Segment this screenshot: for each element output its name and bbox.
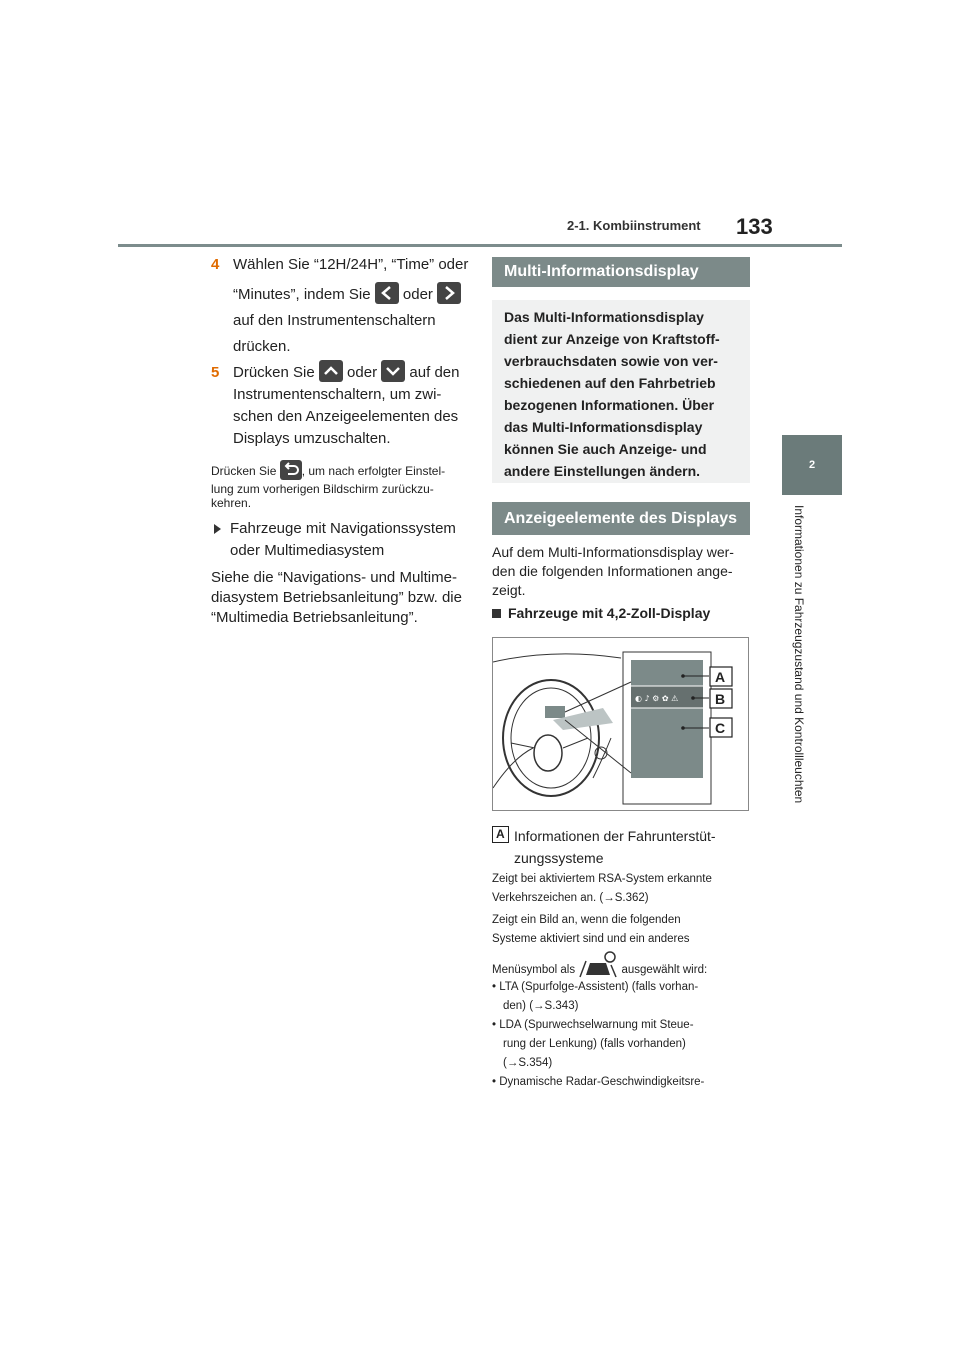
down-arrow-icon bbox=[381, 360, 405, 382]
intro-line: können Sie auch Anzeige- und bbox=[504, 441, 707, 457]
description-line: Zeigt ein Bild an, wenn die folgenden bbox=[492, 914, 681, 926]
left-arrow-icon bbox=[375, 282, 399, 304]
section-banner: Anzeigeelemente des Displays bbox=[492, 502, 750, 535]
intro-text: Auf dem Multi-Informationsdisplay wer- bbox=[492, 544, 734, 560]
step-text: drücken. bbox=[233, 338, 291, 356]
menu-text: ausgewählt wird: bbox=[621, 964, 708, 977]
back-icon bbox=[280, 460, 302, 480]
bullet-line: (→S.354) bbox=[503, 1057, 553, 1069]
description-line: Verkehrszeichen an. (→S.362) bbox=[492, 892, 649, 904]
step-text: oder bbox=[402, 286, 433, 303]
description-line: Zeigt bei aktiviertem RSA-System erkannte bbox=[492, 873, 712, 885]
intro-line: verbrauchsdaten sowie von ver- bbox=[504, 353, 718, 369]
intro-line: dient zur Anzeige von Kraftstoff- bbox=[504, 331, 720, 347]
step-text: Drücken Sie bbox=[233, 364, 315, 381]
navigation-item bbox=[214, 518, 474, 562]
instrument-cluster-figure bbox=[492, 637, 749, 811]
system-bullets bbox=[492, 978, 752, 1092]
item-text: Informationen der Fahrunterstüt- bbox=[514, 828, 716, 844]
chapter-tab bbox=[782, 435, 842, 495]
intro-line: schiedenen auf den Fahrbetrieb bbox=[504, 375, 716, 391]
page-number: 133 bbox=[736, 214, 773, 239]
description-line: Systeme aktiviert sind und ein anderes bbox=[492, 933, 690, 945]
note-text: kehren. bbox=[211, 496, 252, 510]
bullet-line: • LDA (Spurwechselwarnung mit Steue- bbox=[492, 1019, 694, 1031]
intro-line: andere Einstellungen ändern. bbox=[504, 463, 701, 479]
step-5 bbox=[211, 362, 481, 450]
paragraph-line: “Multimedia Betriebsanleitung”. bbox=[211, 609, 418, 626]
callout-c: C bbox=[715, 720, 726, 736]
square-bullet-icon bbox=[492, 609, 501, 618]
back-note bbox=[211, 462, 471, 510]
right-arrow-icon bbox=[437, 282, 461, 304]
intro-line: Das Multi-Informationsdisplay bbox=[504, 309, 704, 325]
note-text: lung zum vorherigen Bildschirm zurückzu- bbox=[211, 482, 434, 496]
intro-box bbox=[492, 300, 750, 483]
item-a bbox=[492, 825, 752, 869]
header-rule bbox=[118, 244, 842, 247]
bullet-line: den) (→S.343) bbox=[503, 1000, 579, 1012]
paragraph-line: Siehe die “Navigations- und Multime- bbox=[211, 569, 457, 586]
section-banner: Multi-Informationsdisplay bbox=[492, 257, 750, 287]
reference-paragraph bbox=[211, 568, 471, 628]
nav-text: oder Multimediasystem bbox=[230, 542, 385, 559]
up-arrow-icon bbox=[319, 360, 343, 382]
cluster-illustration bbox=[493, 638, 748, 810]
step-4 bbox=[211, 254, 481, 358]
note-text: , um nach erfolgter Einstel- bbox=[301, 464, 446, 479]
step-text: auf den bbox=[409, 364, 460, 381]
intro-line: bezogenen Informationen. Über bbox=[504, 397, 715, 413]
step-text: Wählen Sie “12H/24H”, “Time” oder bbox=[233, 256, 469, 273]
callout-b: B bbox=[715, 691, 726, 707]
intro-text: zeigt. bbox=[492, 582, 526, 598]
subheading bbox=[492, 605, 710, 621]
callout-a: A bbox=[715, 669, 726, 685]
paragraph-line: diasystem Betriebsanleitung” bzw. die bbox=[211, 589, 462, 606]
chapter-title: Informationen zu Fahrzeugzustand und Kontrollleuchten bbox=[792, 505, 806, 804]
bullet-line: • Dynamische Radar-Geschwindigkeitsre- bbox=[492, 1076, 705, 1088]
chapter-number: 2 bbox=[808, 459, 816, 471]
nav-text: Fahrzeuge mit Navigationssystem bbox=[230, 520, 456, 537]
subheading-text: Fahrzeuge mit 4,2-Zoll-Display bbox=[508, 605, 711, 621]
note-text: Drücken Sie bbox=[211, 464, 277, 479]
driving-assist-icon bbox=[578, 949, 618, 979]
step-text: “Minutes”, indem Sie bbox=[233, 286, 371, 303]
svg-text:◐ ♪ ⚙ ✿ ⚠: ◐ ♪ ⚙ ✿ ⚠ bbox=[635, 694, 679, 703]
intro-text: den die folgenden Informationen ange- bbox=[492, 563, 733, 579]
item-a-description bbox=[492, 870, 752, 949]
menu-text: Menüsymbol als bbox=[492, 964, 576, 977]
triangle-bullet-icon bbox=[214, 524, 221, 534]
item-text: zungssysteme bbox=[514, 850, 604, 866]
item-a-label: A bbox=[492, 826, 509, 843]
step-text: Instrumentenschaltern, um zwi- bbox=[233, 386, 442, 404]
intro-line: das Multi-Informationsdisplay bbox=[504, 419, 703, 435]
step-number: 5 bbox=[211, 364, 220, 381]
step-text: oder bbox=[347, 364, 378, 381]
step-text: Displays umzuschalten. bbox=[233, 430, 391, 448]
display-intro bbox=[492, 543, 752, 600]
bullet-line: rung der Lenkung) (falls vorhanden) bbox=[503, 1038, 686, 1050]
bullet-line: • LTA (Spurfolge-Assistent) (falls vorhan- bbox=[492, 981, 699, 993]
step-text: auf den Instrumentenschaltern bbox=[233, 312, 436, 330]
step-number: 4 bbox=[211, 256, 220, 273]
section-title: 2-1. Kombiinstrument bbox=[567, 218, 701, 233]
step-text: schen den Anzeigeelementen des bbox=[233, 408, 459, 426]
